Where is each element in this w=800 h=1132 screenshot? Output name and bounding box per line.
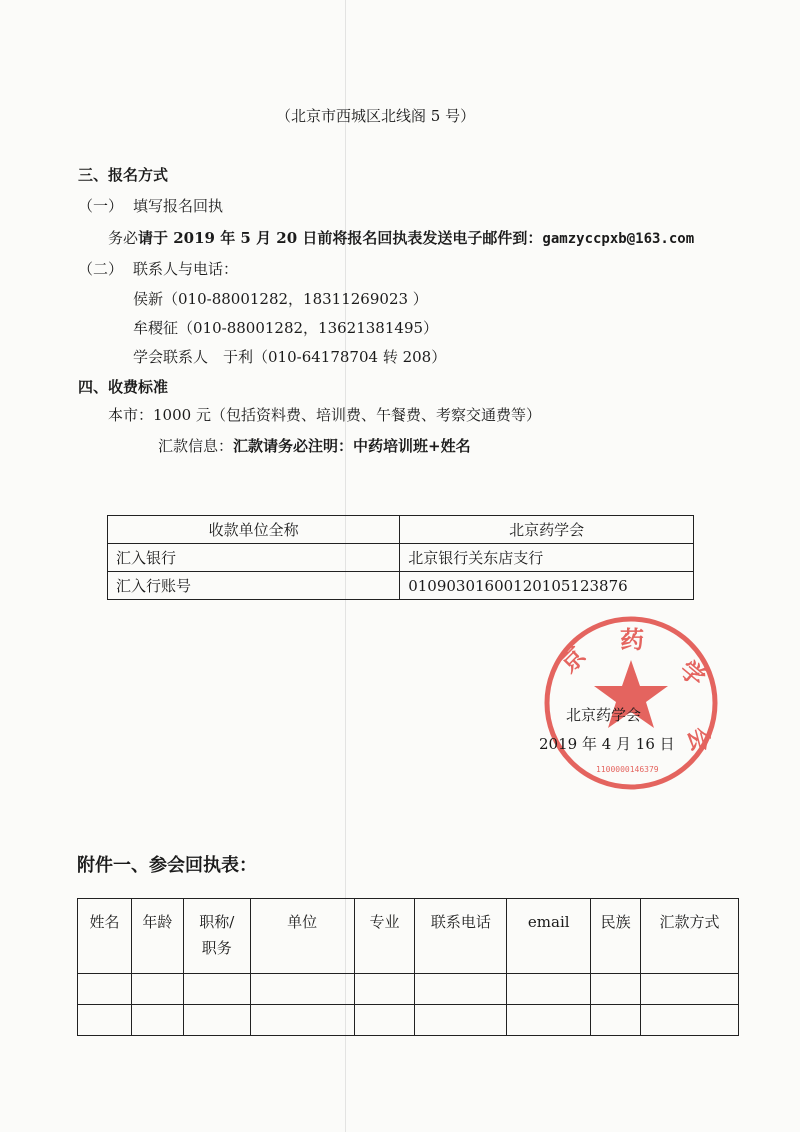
header-title-line1: 职称/: [199, 913, 235, 931]
section3-item2-text: 联系人与电话：: [133, 260, 239, 278]
table-cell[interactable]: [183, 1005, 250, 1036]
table-cell[interactable]: [641, 974, 739, 1005]
table-cell[interactable]: [183, 974, 250, 1005]
header-name: 姓名: [78, 899, 132, 974]
seal-char-2: 药: [620, 625, 644, 654]
table-cell[interactable]: [641, 1005, 739, 1036]
official-seal: [540, 612, 722, 794]
section3-item1-text: 填写报名回执: [133, 197, 224, 215]
section3-heading: 三、报名方式: [78, 166, 169, 184]
table-cell[interactable]: [250, 974, 354, 1005]
table-row: [108, 572, 694, 600]
header-email: email: [507, 899, 591, 974]
header-phone: 联系电话: [415, 899, 507, 974]
header-major: 专业: [354, 899, 415, 974]
table-cell: 北京药学会: [400, 516, 694, 544]
signature-date: 2019 年 4 月 16 日: [539, 735, 675, 753]
signature-org: 北京药学会: [566, 706, 642, 724]
table-cell[interactable]: [507, 974, 591, 1005]
table-cell: 收款单位全称: [108, 516, 400, 544]
section3-item1-label: （一）: [78, 197, 124, 215]
table-cell: 北京银行关东店支行: [400, 544, 694, 572]
table-row: [108, 516, 694, 544]
header-unit: 单位: [250, 899, 354, 974]
section3-item2-label: （二）: [78, 260, 124, 278]
table-cell: 01090301600120105123876: [400, 572, 694, 600]
table-header-row: [78, 899, 739, 974]
seal-char-3: 学: [674, 654, 712, 693]
attachment-title: 附件一、参会回执表：: [77, 855, 257, 876]
notice-bold: 请于 2019 年 5 月 20 日前将报名回执表发送电子邮件到：: [138, 229, 543, 247]
table-cell[interactable]: [354, 1005, 415, 1036]
section4-heading: 四、收费标准: [78, 378, 169, 396]
contact-1: 侯新（010-88001282，18311269023 ）: [133, 290, 428, 308]
seal-number: 1100000146379: [596, 765, 659, 774]
table-row: [78, 1005, 739, 1036]
remit-info: [158, 436, 471, 456]
notice-prefix: 务必: [108, 229, 139, 247]
contact-2: 牟稷征（010-88001282，13621381495）: [133, 319, 439, 337]
header-age: 年龄: [131, 899, 183, 974]
registration-notice: [108, 228, 694, 249]
table-cell[interactable]: [250, 1005, 354, 1036]
fee-table: [107, 515, 694, 600]
table-cell[interactable]: [354, 974, 415, 1005]
header-ethnicity: 民族: [591, 899, 641, 974]
table-cell[interactable]: [591, 1005, 641, 1036]
table-row: [78, 974, 739, 1005]
address-line: （北京市西城区北线阁 5 号）: [276, 107, 476, 125]
seal-char-1: 京: [553, 640, 592, 679]
header-title-position: [183, 899, 250, 974]
header-payment: 汇款方式: [641, 899, 739, 974]
header-title-line2: 职务: [201, 939, 232, 957]
table-cell[interactable]: [591, 974, 641, 1005]
seal-char-4: 会: [682, 724, 717, 755]
notice-email: gamzyccpxb@163.com: [542, 231, 695, 247]
table-cell[interactable]: [131, 974, 183, 1005]
table-cell: 汇入行账号: [108, 572, 400, 600]
remit-bold: 汇款请务必注明：中药培训班+姓名: [233, 437, 471, 455]
remit-prefix: 汇款信息：: [158, 437, 234, 455]
table-cell[interactable]: [415, 1005, 507, 1036]
fee-text: 本市：1000 元（包括资料费、培训费、午餐费、考察交通费等）: [108, 406, 541, 424]
table-cell[interactable]: [415, 974, 507, 1005]
table-cell[interactable]: [78, 1005, 132, 1036]
contact-3: 学会联系人 于利（010-64178704 转 208）: [133, 348, 447, 366]
table-cell[interactable]: [507, 1005, 591, 1036]
table-cell: 汇入银行: [108, 544, 400, 572]
receipt-table: [77, 898, 739, 1036]
table-cell[interactable]: [78, 974, 132, 1005]
table-row: [108, 544, 694, 572]
table-cell[interactable]: [131, 1005, 183, 1036]
